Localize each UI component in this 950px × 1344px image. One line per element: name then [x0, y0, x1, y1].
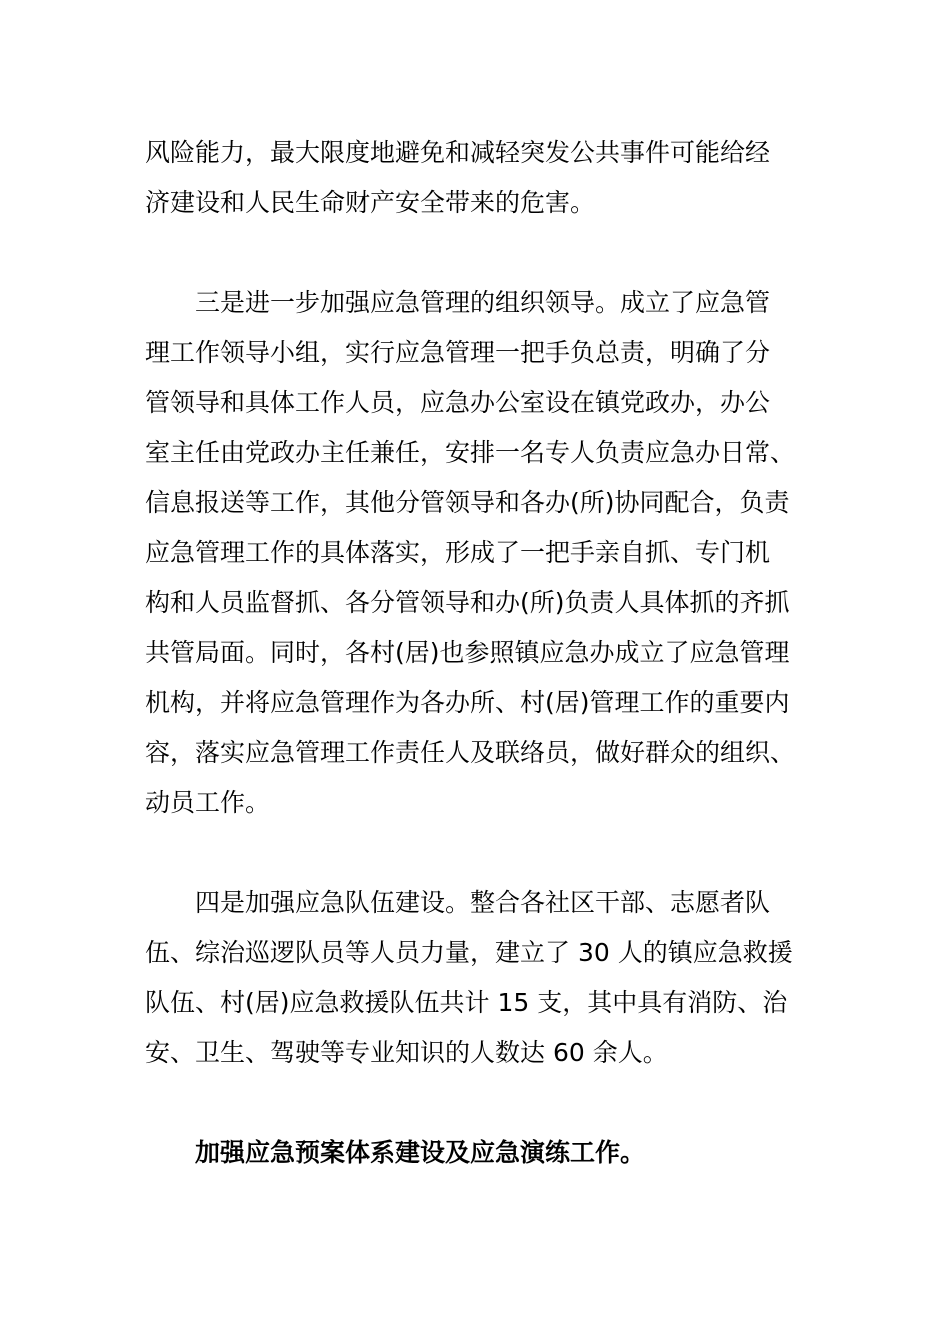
paragraph-line: 安、卫生、驾驶等专业知识的人数达 60 余人。 [145, 1038, 668, 1067]
paragraph-line: 信息报送等工作，其他分管领导和各办(所)协同配合，负责 [145, 488, 790, 517]
paragraph-2 [145, 278, 805, 828]
paragraph-line: 管领导和具体工作人员，应急办公室设在镇党政办，办公 [145, 388, 771, 417]
paragraph-line: 理工作领导小组，实行应急管理一把手负总责，明确了分 [145, 338, 771, 367]
paragraph-spacer [145, 228, 805, 278]
section-heading: 加强应急预案体系建设及应急演练工作。 [195, 1138, 646, 1167]
paragraph-spacer [145, 1078, 805, 1128]
paragraph-line: 队伍、村(居)应急救援队伍共计 15 支，其中具有消防、治 [145, 988, 788, 1017]
paragraph-line: 济建设和人民生命财产安全带来的危害。 [145, 188, 596, 217]
paragraph-line: 伍、综治巡逻队员等人员力量，建立了 30 人的镇应急救援 [145, 938, 793, 967]
paragraph-line: 室主任由党政办主任兼任，安排一名专人负责应急办日常、 [145, 438, 796, 467]
paragraph-line: 应急管理工作的具体落实，形成了一把手亲自抓、专门机 [145, 538, 771, 567]
paragraph-line: 四是加强应急队伍建设。整合各社区干部、志愿者队 [195, 888, 771, 917]
document-body [145, 128, 805, 1178]
paragraph-line: 容，落实应急管理工作责任人及联络员，做好群众的组织、 [145, 738, 796, 767]
paragraph-1 [145, 128, 805, 228]
paragraph-line: 动员工作。 [145, 788, 271, 817]
paragraph-3 [145, 878, 805, 1078]
paragraph-line: 机构，并将应急管理作为各办所、村(居)管理工作的重要内 [145, 688, 790, 717]
paragraph-line: 三是进一步加强应急管理的组织领导。成立了应急管 [195, 288, 771, 317]
paragraph-spacer [145, 828, 805, 878]
paragraph-line: 构和人员监督抓、各分管领导和办(所)负责人具体抓的齐抓 [145, 588, 790, 617]
paragraph-line: 风险能力，最大限度地避免和减轻突发公共事件可能给经 [145, 138, 771, 167]
paragraph-line: 共管局面。同时，各村(居)也参照镇应急办成立了应急管理 [145, 638, 790, 667]
